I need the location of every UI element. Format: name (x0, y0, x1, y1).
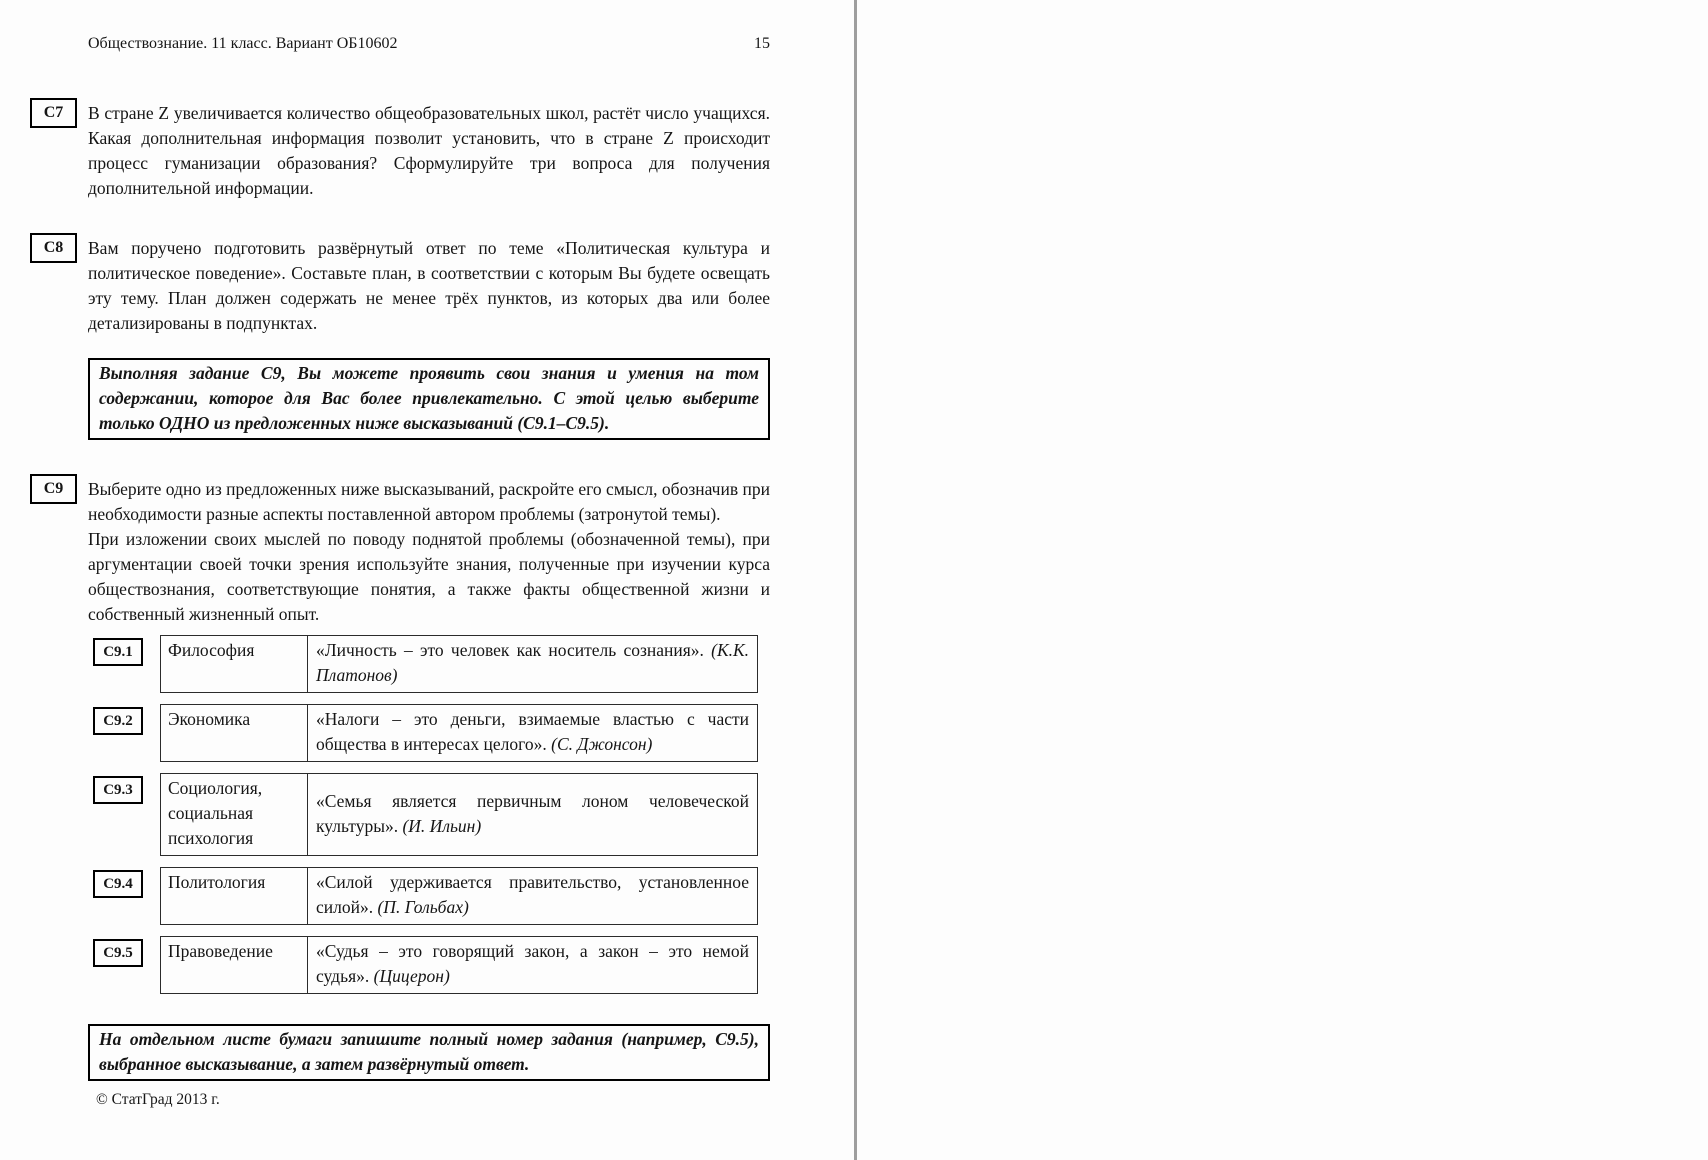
option-category: Политология (161, 868, 308, 924)
option-author: (И. Ильин) (402, 815, 482, 836)
page-number: 15 (754, 35, 770, 52)
option-quote: «Судья – это говорящий закон, а закон – это немой судья». (316, 941, 749, 986)
task-c9-paragraph-1: Выберите одно из предложенных ниже высказываний, раскройте его смысл, обозначив при необходимости разные аспекты поставленной автором проблемы (затронутой темы). (88, 479, 770, 524)
option-quote-cell (308, 705, 757, 761)
task-label-c8: С8 (30, 233, 77, 263)
notice-top-text: Выполняя задание С9, Вы можете проявить свои знания и умения на том содержании, которое для Вас более привлекательно. С этой целью выберите только ОДНО из предложенных ниже высказываний (С9.1–С9.5). (99, 363, 759, 433)
task-c7-text: В стране Z увеличивается количество общеобразовательных школ, растёт число учащихся. Какая дополнительная информация позволит установить, что в стране Z происходит процесс гуманизации образования? Сформулируйте три вопроса для получения дополнительной информации. (88, 103, 770, 198)
option-label-c9-3: С9.3 (93, 776, 143, 804)
page-split-divider (854, 0, 857, 1160)
options-table (88, 635, 770, 994)
option-label-c9-2: С9.2 (93, 707, 143, 735)
option-row-c9-2 (103, 704, 758, 762)
option-quote: «Личность – это человек как носитель сознания». (316, 640, 704, 660)
option-box-c9-4 (160, 867, 758, 925)
task-c9-paragraph-2: При изложении своих мыслей по поводу поднятой проблемы (обозначенной темы), при аргументации своей точки зрения используйте знания, полученные при изучении курса обществознания, соответствующие понятия, а также факты общественной жизни и собственный жизненный опыт. (88, 529, 770, 624)
task-label-c7: С7 (30, 98, 77, 128)
footer-copyright: © СтатГрад 2013 г. (96, 1091, 220, 1108)
option-quote: «Налоги – это деньги, взимаемые властью с части общества в интересах целого». (316, 709, 749, 754)
option-category: Экономика (161, 705, 308, 761)
option-quote-cell (308, 868, 757, 924)
option-quote-cell (308, 937, 757, 993)
option-label-c9-4: С9.4 (93, 870, 143, 898)
task-c8 (43, 236, 770, 336)
option-author: (П. Гольбах) (377, 897, 469, 917)
option-box-c9-1 (160, 635, 758, 693)
task-c8-text: Вам поручено подготовить развёрнутый ответ по теме «Политическая культура и политическое поведение». Составьте план, в соответствии с которым Вы будете освещать эту тему. План должен содержать не менее трёх пунктов, из которых два или более детализированы в подпунктах. (88, 238, 770, 333)
option-box-c9-2 (160, 704, 758, 762)
option-row-c9-4 (103, 867, 758, 925)
notice-bottom-text: На отдельном листе бумаги запишите полный номер задания (например, С9.5), выбранное высказывание, а затем развёрнутый ответ. (99, 1029, 759, 1074)
notice-bottom-box (88, 1024, 770, 1081)
page-header (88, 34, 770, 54)
option-quote-cell (308, 774, 757, 855)
exam-page (43, 0, 770, 1110)
task-label-c9: С9 (30, 474, 77, 504)
option-author: (К.К. Платонов) (316, 640, 749, 685)
option-label-c9-5: С9.5 (93, 939, 143, 967)
option-box-c9-5 (160, 936, 758, 994)
option-category: Правоведение (161, 937, 308, 993)
header-title: Обществознание. 11 класс. Вариант ОБ10602 (88, 35, 398, 52)
option-quote: «Семья является первичным лоном человеческой культуры». (316, 790, 749, 836)
task-c7 (43, 101, 770, 201)
option-box-c9-3 (160, 773, 758, 856)
option-author: (Цицерон) (373, 966, 450, 986)
option-quote-cell (308, 636, 757, 692)
option-row-c9-5 (103, 936, 758, 994)
notice-top-box (88, 358, 770, 440)
option-category: Социология, социальная психология (161, 774, 308, 855)
option-quote: «Силой удерживается правительство, установленное силой». (316, 872, 749, 917)
option-label-c9-1: С9.1 (93, 638, 143, 666)
option-author: (С. Джонсон) (551, 734, 653, 754)
option-row-c9-3 (103, 773, 758, 856)
task-c9 (43, 477, 770, 627)
option-row-c9-1 (103, 635, 758, 693)
option-category: Философия (161, 636, 308, 692)
